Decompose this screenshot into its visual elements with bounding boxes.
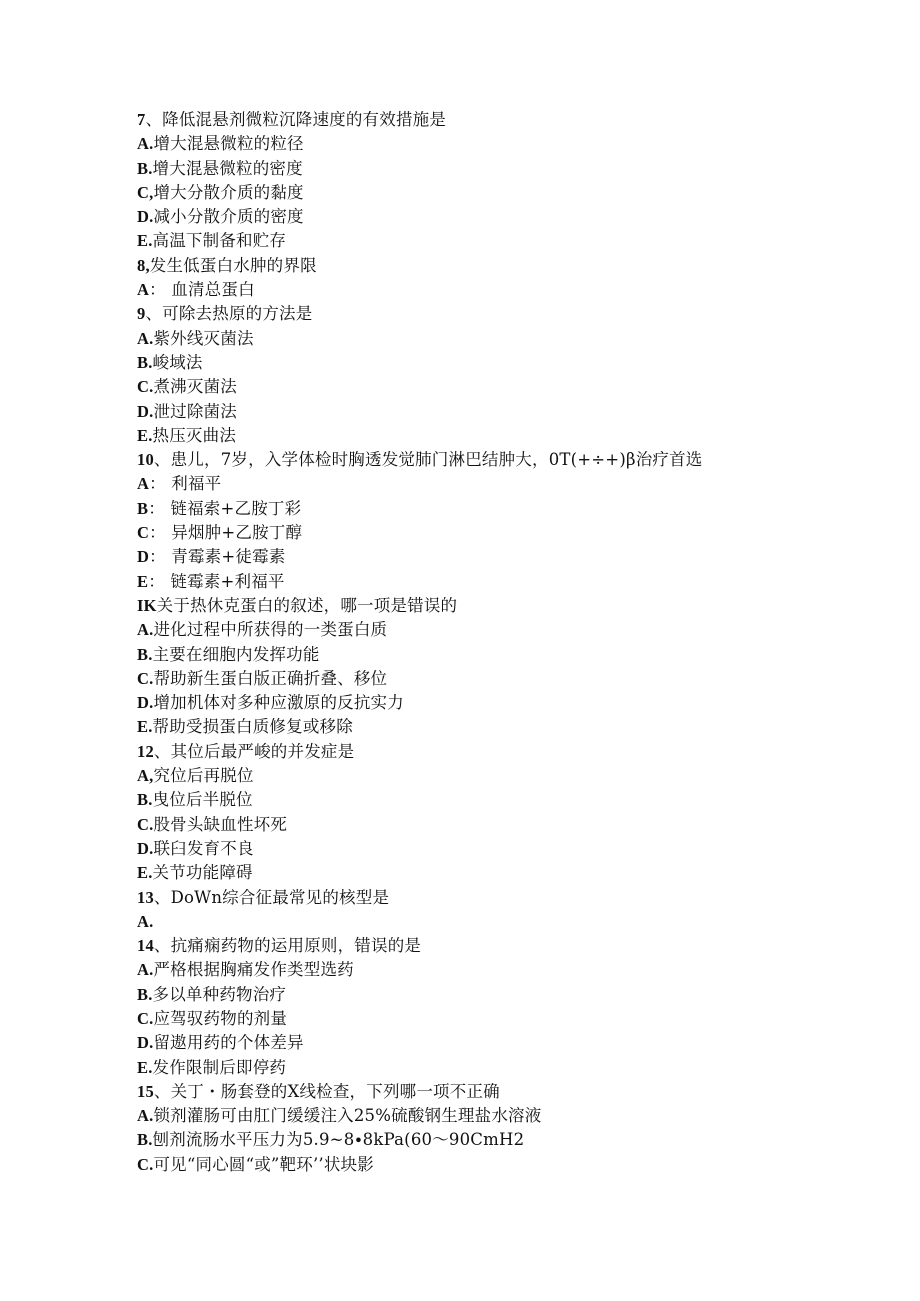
text-line (137, 108, 897, 132)
text-line (137, 667, 897, 691)
line-text: 主要在细胞内发挥功能 (152, 644, 320, 664)
text-line (137, 691, 897, 715)
line-lead: B. (137, 158, 153, 178)
line-lead: 8, (137, 255, 150, 275)
line-text: 、抗痛痫药物的运用原则，错误的是 (153, 936, 422, 956)
line-lead: C (137, 523, 150, 543)
line-lead: 7 (137, 110, 146, 129)
text-line (137, 837, 897, 861)
text-line (137, 424, 897, 448)
line-text: 究位后再脱位 (153, 766, 254, 786)
text-line (137, 472, 897, 496)
line-lead: E. (137, 425, 153, 445)
line-text: 刨剂流肠水平压力为5.9~8∙8kPa(60〜90CmH2 (152, 1130, 525, 1150)
text-line (137, 788, 897, 812)
line-text: ： 血清总蛋白 (149, 280, 255, 300)
line-lead: D. (137, 401, 154, 421)
text-line (137, 618, 897, 642)
text-line (137, 132, 897, 156)
line-text: 高温下制备和贮存 (152, 231, 287, 251)
line-lead: C. (137, 377, 154, 397)
text-line (137, 886, 897, 910)
text-line (137, 1056, 897, 1080)
line-lead: D. (137, 207, 154, 227)
line-lead: 12 (137, 741, 154, 761)
line-text: 、DoWn综合征最常见的核型是 (153, 887, 390, 907)
line-text: 联臼发育不良 (153, 838, 254, 858)
text-line (137, 302, 897, 326)
text-line (137, 229, 897, 253)
line-lead: B. (137, 984, 153, 1004)
text-line (137, 181, 897, 205)
line-text: 紫外线灭菌法 (153, 328, 254, 348)
line-lead: D. (137, 838, 154, 858)
text-line (137, 1007, 897, 1031)
line-lead: A. (137, 960, 154, 980)
line-lead: D (137, 547, 150, 567)
line-lead: C. (137, 668, 154, 688)
text-line (137, 521, 897, 545)
text-line (137, 594, 897, 618)
text-line (137, 448, 897, 472)
line-lead: 14 (137, 936, 154, 956)
text-line (137, 715, 897, 739)
text-line (137, 545, 897, 569)
text-line (137, 813, 897, 837)
text-line (137, 1153, 897, 1177)
line-text: 关节功能障碍 (152, 863, 253, 883)
line-text: 煮沸灭菌法 (153, 377, 237, 397)
line-lead: 10 (137, 450, 154, 470)
line-text: 、其位后最严峻的并发症是 (153, 741, 355, 761)
line-text: ： 异烟肿+乙胺丁醇 (149, 523, 303, 543)
line-lead: 9 (137, 304, 146, 324)
line-lead: C. (137, 1008, 154, 1028)
line-text: 减小分散介质的密度 (153, 207, 304, 227)
line-lead: A (137, 474, 150, 494)
line-lead: A. (137, 620, 154, 640)
text-line (137, 375, 897, 399)
line-text: 增加机体对多种应激原的反抗实力 (153, 693, 404, 713)
line-text: 进化过程中所获得的一类蛋白质 (153, 620, 388, 640)
line-text: 锁剂灌肠可由肛门缓缓注入25%硫酸钢生理盐水溶液 (153, 1106, 542, 1126)
line-text: 严格根据胸痛发作类型选药 (153, 960, 354, 980)
line-lead: C. (137, 814, 154, 834)
text-line (137, 983, 897, 1007)
line-text: 关于热休克蛋白的叙述，哪一项是错误的 (156, 595, 458, 615)
text-line (137, 934, 897, 958)
text-line (137, 157, 897, 181)
line-lead: E (137, 571, 149, 591)
line-lead: B. (137, 790, 153, 810)
text-line (137, 205, 897, 229)
line-lead: E. (137, 717, 153, 737)
text-line (137, 1104, 897, 1128)
text-line (137, 910, 897, 934)
line-text: 帮助受损蛋白质修复或移除 (152, 717, 353, 737)
line-text: 可见“同心圆“或”靶环’’状块影 (153, 1154, 374, 1174)
line-text: ： 利福平 (149, 474, 222, 494)
line-text: 增大分散介质的黏度 (153, 182, 304, 202)
line-text: 多以单种药物治疗 (152, 984, 287, 1004)
text-line (137, 1031, 897, 1055)
text-line (137, 278, 897, 302)
line-text: 股骨头缺血性坏死 (153, 814, 288, 834)
line-lead: D. (137, 693, 154, 713)
line-lead: A, (137, 766, 154, 786)
text-line (137, 254, 897, 278)
line-text: ： 青霉素+徒霉素 (149, 547, 286, 567)
text-line (137, 764, 897, 788)
text-line (137, 1128, 897, 1152)
line-text: 发生低蛋白水肿的界限 (149, 255, 317, 275)
line-text: 、患儿，7岁，入学体检时胸透发觉肺门淋巴结肿大，0T(+÷+)β治疗首选 (153, 450, 703, 470)
line-text: 应驾驭药物的剂量 (153, 1008, 288, 1028)
line-lead: E. (137, 231, 153, 251)
line-text: 、可除去热原的方法是 (145, 304, 313, 324)
line-text: ： 链霉素+利福平 (148, 571, 285, 591)
line-lead: D. (137, 1033, 154, 1053)
line-lead: IK (137, 595, 157, 615)
line-lead: 13 (137, 887, 154, 907)
line-lead: B. (137, 644, 153, 664)
text-line (137, 958, 897, 982)
line-lead: E. (137, 863, 153, 883)
text-line (137, 740, 897, 764)
line-text: 曳位后半脱位 (152, 790, 253, 810)
line-lead: A. (137, 134, 154, 154)
line-lead: A. (137, 1106, 154, 1126)
line-lead: E. (137, 1057, 153, 1077)
line-text: 增大混悬微粒的粒径 (153, 134, 304, 154)
line-text: 热压灭曲法 (152, 425, 237, 445)
line-lead: B. (137, 352, 153, 372)
text-line (137, 327, 897, 351)
line-text: ： 链福索+乙胺丁彩 (148, 498, 302, 518)
line-text: 、降低混悬剂微粒沉降速度的有效措施是 (145, 110, 447, 129)
line-lead: A. (137, 328, 154, 348)
text-line (137, 861, 897, 885)
text-line (137, 643, 897, 667)
line-text: 、关丁・肠套登的X线检查，下列哪一项不正确 (153, 1081, 500, 1101)
line-lead: 15 (137, 1081, 154, 1101)
line-lead: B. (137, 1130, 153, 1150)
text-line (137, 400, 897, 424)
line-text: 发作限制后即停药 (152, 1057, 287, 1077)
line-lead: C, (137, 182, 154, 202)
line-text: 帮助新生蛋白版正确折叠、移位 (153, 668, 388, 688)
document-page (137, 108, 897, 1177)
text-line (137, 351, 897, 375)
line-lead: B (137, 498, 149, 518)
text-line (137, 1080, 897, 1104)
line-text: 留遨用药的个体差异 (153, 1033, 304, 1053)
line-lead: C. (137, 1154, 154, 1174)
line-text: 峻域法 (152, 352, 203, 372)
line-lead: A. (137, 911, 154, 931)
line-lead: A (137, 280, 150, 300)
line-text: 泄过除菌法 (153, 401, 237, 421)
line-text: 增大混悬微粒的密度 (152, 158, 303, 178)
text-line (137, 570, 897, 594)
text-line (137, 497, 897, 521)
